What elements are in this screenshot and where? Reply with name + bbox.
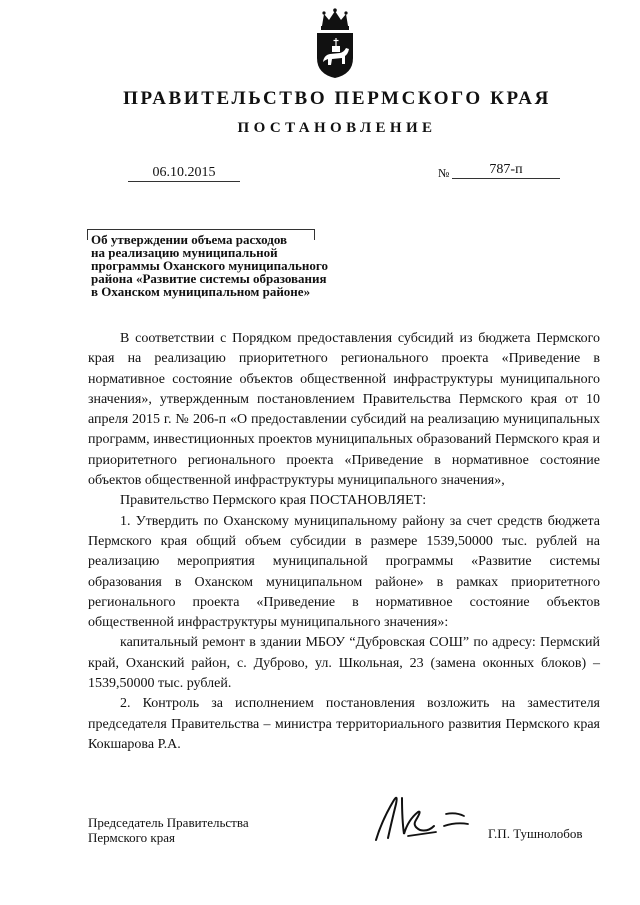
subject-line: в Оханском муниципальном районе» xyxy=(91,284,311,299)
subject-line: района «Развитие системы образования xyxy=(91,271,327,286)
document-subject xyxy=(91,233,391,298)
signer-title xyxy=(88,815,249,845)
signer-title-line: Пермского края xyxy=(88,830,175,845)
document-type: ПОСТАНОВЛЕНИЕ xyxy=(237,120,437,136)
repair-item-paragraph: капитальный ремонт в здании МБОУ “Дубровская СОШ” по адресу: Пермский край, Оханский район, с. Дуброво, ул. Школьная, 23 (замена оконных блоков) – 1539,50000 тыс. рублей. xyxy=(88,635,600,692)
document-number: 787-п xyxy=(452,161,560,179)
government-title: ПРАВИТЕЛЬСТВО ПЕРМСКОГО КРАЯ xyxy=(123,88,551,109)
document-date: 06.10.2015 xyxy=(128,164,240,182)
number-sign: № xyxy=(438,166,450,180)
coat-of-arms-icon xyxy=(310,8,360,80)
resolves-paragraph: Правительство Пермского края ПОСТАНОВЛЯЕТ: xyxy=(120,493,427,509)
subject-line: на реализацию муниципальной xyxy=(91,245,278,260)
clause-1-paragraph: 1. Утвердить по Оханскому муниципальному району за счет средств бюджета Пермского края общий объем субсидии в размере 1539,50000 тыс. рублей на реализацию мероприятия муниципальной программы «Развитие системы образования в Оханском муниципальном районе» в рамках приоритетного регионального проекта «Приведение в нормативное состояние объектов общественной инфраструктуры муниципального значения»: xyxy=(88,513,600,631)
clause-2-paragraph: 2. Контроль за исполнением постановления возложить на заместителя председателя Правительства – министра территориального развития Пермского края Кокшарова Р.А. xyxy=(88,696,600,752)
preamble-paragraph: В соответствии с Порядком предоставления субсидий из бюджета Пермского края на реализацию приоритетного регионального проекта «Приведение в нормативное состояние объектов общественной инфраструктуры муниципального значения», утвержденным постановлением Правительства Пермского края от 10 апреля 2015 г. № 206-п «О предоставлении субсидий на реализацию муниципальных программ, инвестиционных проектов муниципальных образований Пермского края и приоритетного регионального проекта «Приведение в нормативное состояние объектов общественной инфраструктуры муниципального значения», xyxy=(88,331,600,489)
document-body xyxy=(88,329,600,755)
signer-name: Г.П. Тушнолобов xyxy=(488,826,583,841)
signer-title-line: Председатель Правительства xyxy=(88,815,249,830)
subject-line: программы Оханского муниципального xyxy=(91,258,328,273)
handwritten-signature xyxy=(372,790,482,846)
subject-line: Об утверждении объема расходов xyxy=(91,232,288,247)
